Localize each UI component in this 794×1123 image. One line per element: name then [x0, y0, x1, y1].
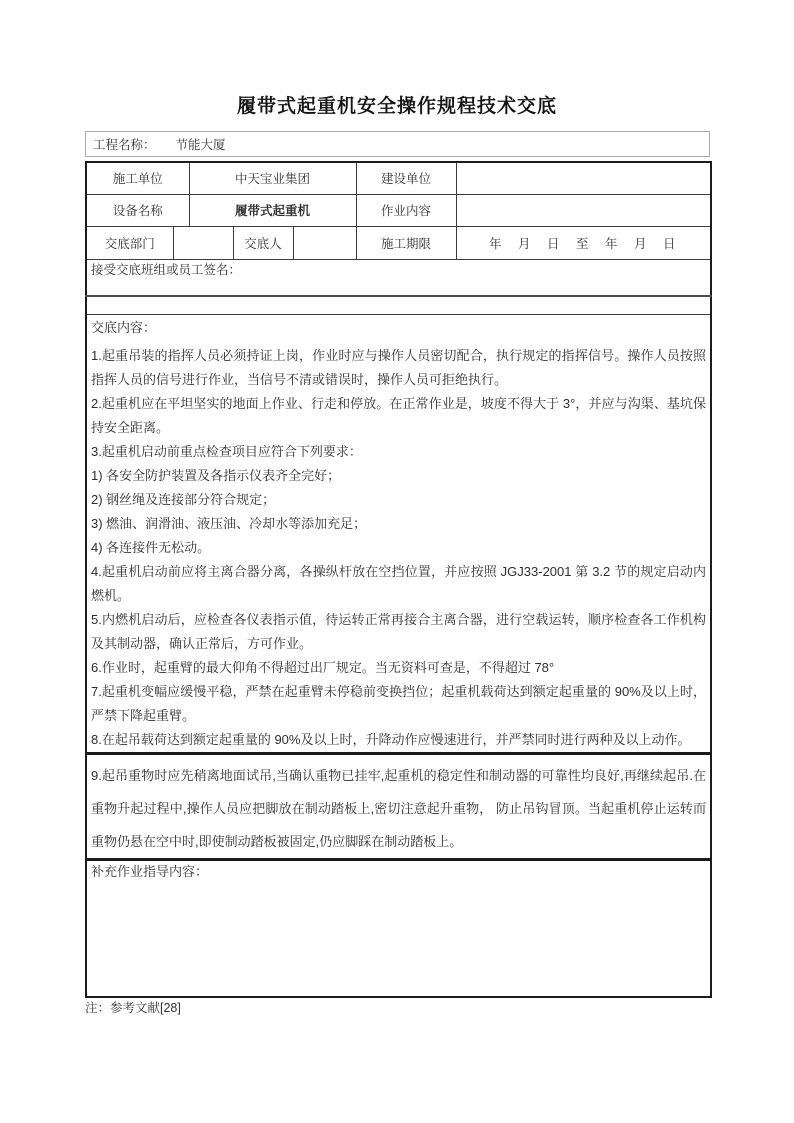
work-content-label: 作业内容: [356, 194, 456, 226]
disclosure-subitem: 3) 燃油、润滑油、液压油、冷却水等添加充足；: [91, 515, 367, 531]
row-lifting-instructions: [86, 753, 711, 859]
discloser-label: 交底人: [233, 226, 293, 259]
project-name-label: 工程名称：: [93, 138, 156, 152]
project-name-value: 节能大厦: [175, 138, 226, 152]
disclosure-form-table: [85, 161, 712, 998]
work-content-value: [456, 194, 711, 226]
signature-label-cell: 接受交底班组或员工签名：: [86, 259, 711, 296]
discloser-value: [293, 226, 356, 259]
disclosure-paragraph: 2.起重机应在平坦坚实的地面上作业、行走和停放。在正常作业是，坡度不得大于 3°，并应与沟渠、基坑保持安全距离。: [91, 395, 707, 435]
row-disclosure-dept: [86, 226, 711, 259]
build-unit-value: [456, 162, 711, 194]
disclosure-paragraph: 8.在起吊载荷达到额定起重量的 90%及以上时，升降动作应慢速进行，并严禁同时进行两种及以上动作。: [91, 731, 691, 747]
signature-blank-cell: [86, 296, 711, 314]
page-title: 履带式起重机安全操作规程技术交底: [236, 96, 557, 117]
disclosure-paragraph: 5.内燃机启动后，应检查各仪表指示值，待运转正常再接合主离合器，进行空载运转，顺序检查各工作机构及其制动器，确认正常后，方可作业。: [91, 611, 707, 651]
disclosure-subitem: 2) 钢丝绳及连接部分符合规定；: [91, 491, 276, 507]
equipment-name-label: 设备名称: [86, 194, 189, 226]
construction-unit-label: 施工单位: [86, 162, 189, 194]
lifting-instructions-cell: [86, 753, 711, 859]
disclosure-paragraph: 4.起重机启动前应将主离合器分离，各操纵杆放在空挡位置，并应按照 JGJ33-2001 第 3.2 节的规定启动内燃机。: [91, 563, 707, 603]
row-signature: [86, 259, 711, 296]
construction-period-label: 施工期限: [356, 226, 456, 259]
disclosure-content-cell: [86, 314, 711, 753]
row-supplement: [86, 859, 711, 997]
lifting-instructions-text: 9.起吊重物时应先稍离地面试吊,当确认重物已挂牢,起重机的稳定性和制动器的可靠性均良好,再继续起吊.在重物升起过程中,操作人员应把脚放在制动踏板上,密切注意起升重物， 防止吊钩冒顶。当起重机停止运转而重物仍悬在空中时,即使制动踏板被固定,仍应脚踩在制动踏板上。: [91, 767, 707, 849]
row-equipment: [86, 194, 711, 226]
construction-unit-value: 中天宝业集团: [189, 162, 356, 194]
build-unit-label: 建设单位: [356, 162, 456, 194]
equipment-name-value: 履带式起重机: [189, 194, 356, 226]
reference-note: 注：参考文献[28]: [85, 1001, 181, 1015]
disclosure-paragraph: 3.起重机启动前重点检查项目应符合下列要求：: [91, 443, 362, 459]
disclosure-subitem: 4) 各连接件无松动。: [91, 539, 211, 555]
disclosure-paragraph: 6.作业时，起重臂的最大仰角不得超过出厂规定。当无资料可查是，不得超过 78°: [91, 659, 555, 675]
row-construction-unit: [86, 162, 711, 194]
construction-period-value: 年 月 日 至 年 月 日: [456, 226, 711, 259]
supplement-cell: [86, 859, 711, 997]
disclosure-content-label: 交底内容：: [91, 319, 157, 335]
disclosure-dept-label: 交底部门: [86, 226, 173, 259]
supplement-label: 补充作业指导内容：: [91, 863, 209, 879]
disclosure-dept-value: [173, 226, 233, 259]
project-name-row: [85, 131, 710, 157]
disclosure-paragraph: 7.起重机变幅应缓慢平稳，严禁在起重臂未停稳前变换挡位；起重机载荷达到额定起重量的 90%及以上时，严禁下降起重臂。: [91, 683, 707, 723]
disclosure-paragraph: 1.起重吊装的指挥人员必须持证上岗，作业时应与操作人员密切配合，执行规定的指挥信号。操作人员按照指挥人员的信号进行作业，当信号不清或错误时，操作人员可拒绝执行。: [91, 347, 707, 387]
disclosure-subitem: 1) 各安全防护装置及各指示仪表齐全完好；: [91, 467, 341, 483]
row-disclosure-content: [86, 314, 711, 753]
row-signature-blank: [86, 296, 711, 314]
